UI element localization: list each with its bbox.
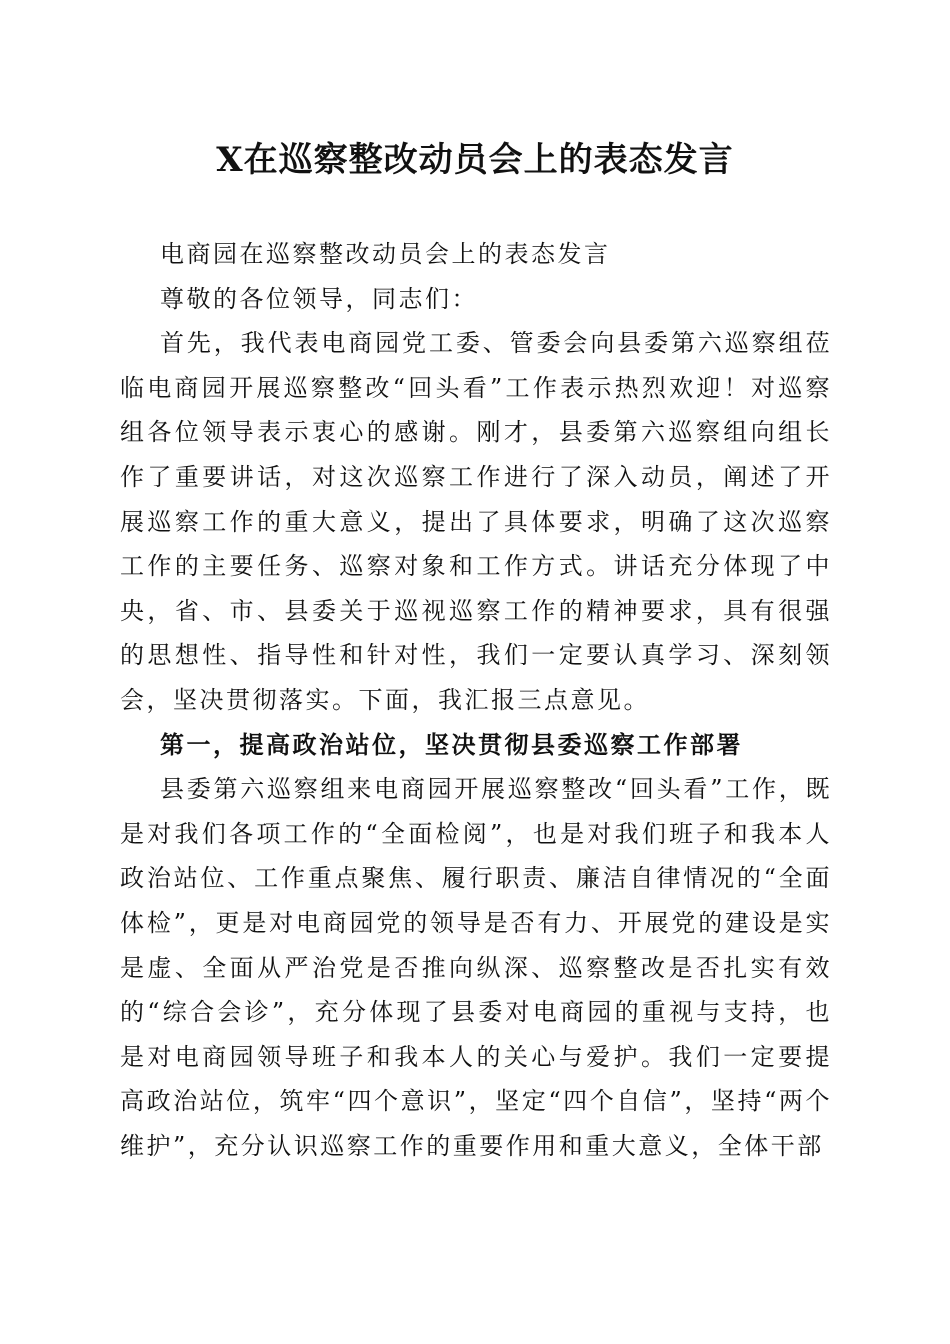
- section-paragraph: 县委第六巡察组来电商园开展巡察整改“回头看”工作，既是对我们各项工作的“全面检阅”，也是对我们班子和我本人政治站位、工作重点聚焦、履行职责、廉洁自律情况的“全面体检”，更是对电商园党的领导是否有力、开展党的建设是实是虚、全面从严治党是否推向纵深、巡察整改是否扎实有效的“综合会诊”，充分体现了县委对电商园的重视与支持，也是对电商园领导班子和我本人的关心与爱护。我们一定要提高政治站位，筑牢“四个意识”，坚定“四个自信”，坚持“两个维护”，充分认识巡察工作的重要作用和重大意义，全体干部: [120, 775, 832, 1160]
- document-body: [120, 232, 832, 1168]
- subtitle-paragraph: 电商园在巡察整改动员会上的表态发言: [160, 240, 611, 268]
- intro-paragraph: 首先，我代表电商园党工委、管委会向县委第六巡察组莅临电商园开展巡察整改“回头看”工作表示热烈欢迎！对巡察组各位领导表示衷心的感谢。刚才，县委第六巡察组向组长作了重要讲话，对这次巡察工作进行了深入动员，阐述了开展巡察工作的重大意义，提出了具体要求，明确了这次巡察工作的主要任务、巡察对象和工作方式。讲话充分体现了中央，省、市、县委关于巡视巡察工作的精神要求，具有很强的思想性、指导性和针对性，我们一定要认真学习、深刻领会，坚决贯彻落实。下面，我汇报三点意见。: [120, 329, 832, 714]
- document-title: X在巡察整改动员会上的表态发言: [216, 140, 734, 180]
- section-heading: 第一，提高政治站位，坚决贯彻县委巡察工作部署: [160, 729, 743, 759]
- salutation-paragraph: 尊敬的各位领导，同志们：: [160, 284, 478, 313]
